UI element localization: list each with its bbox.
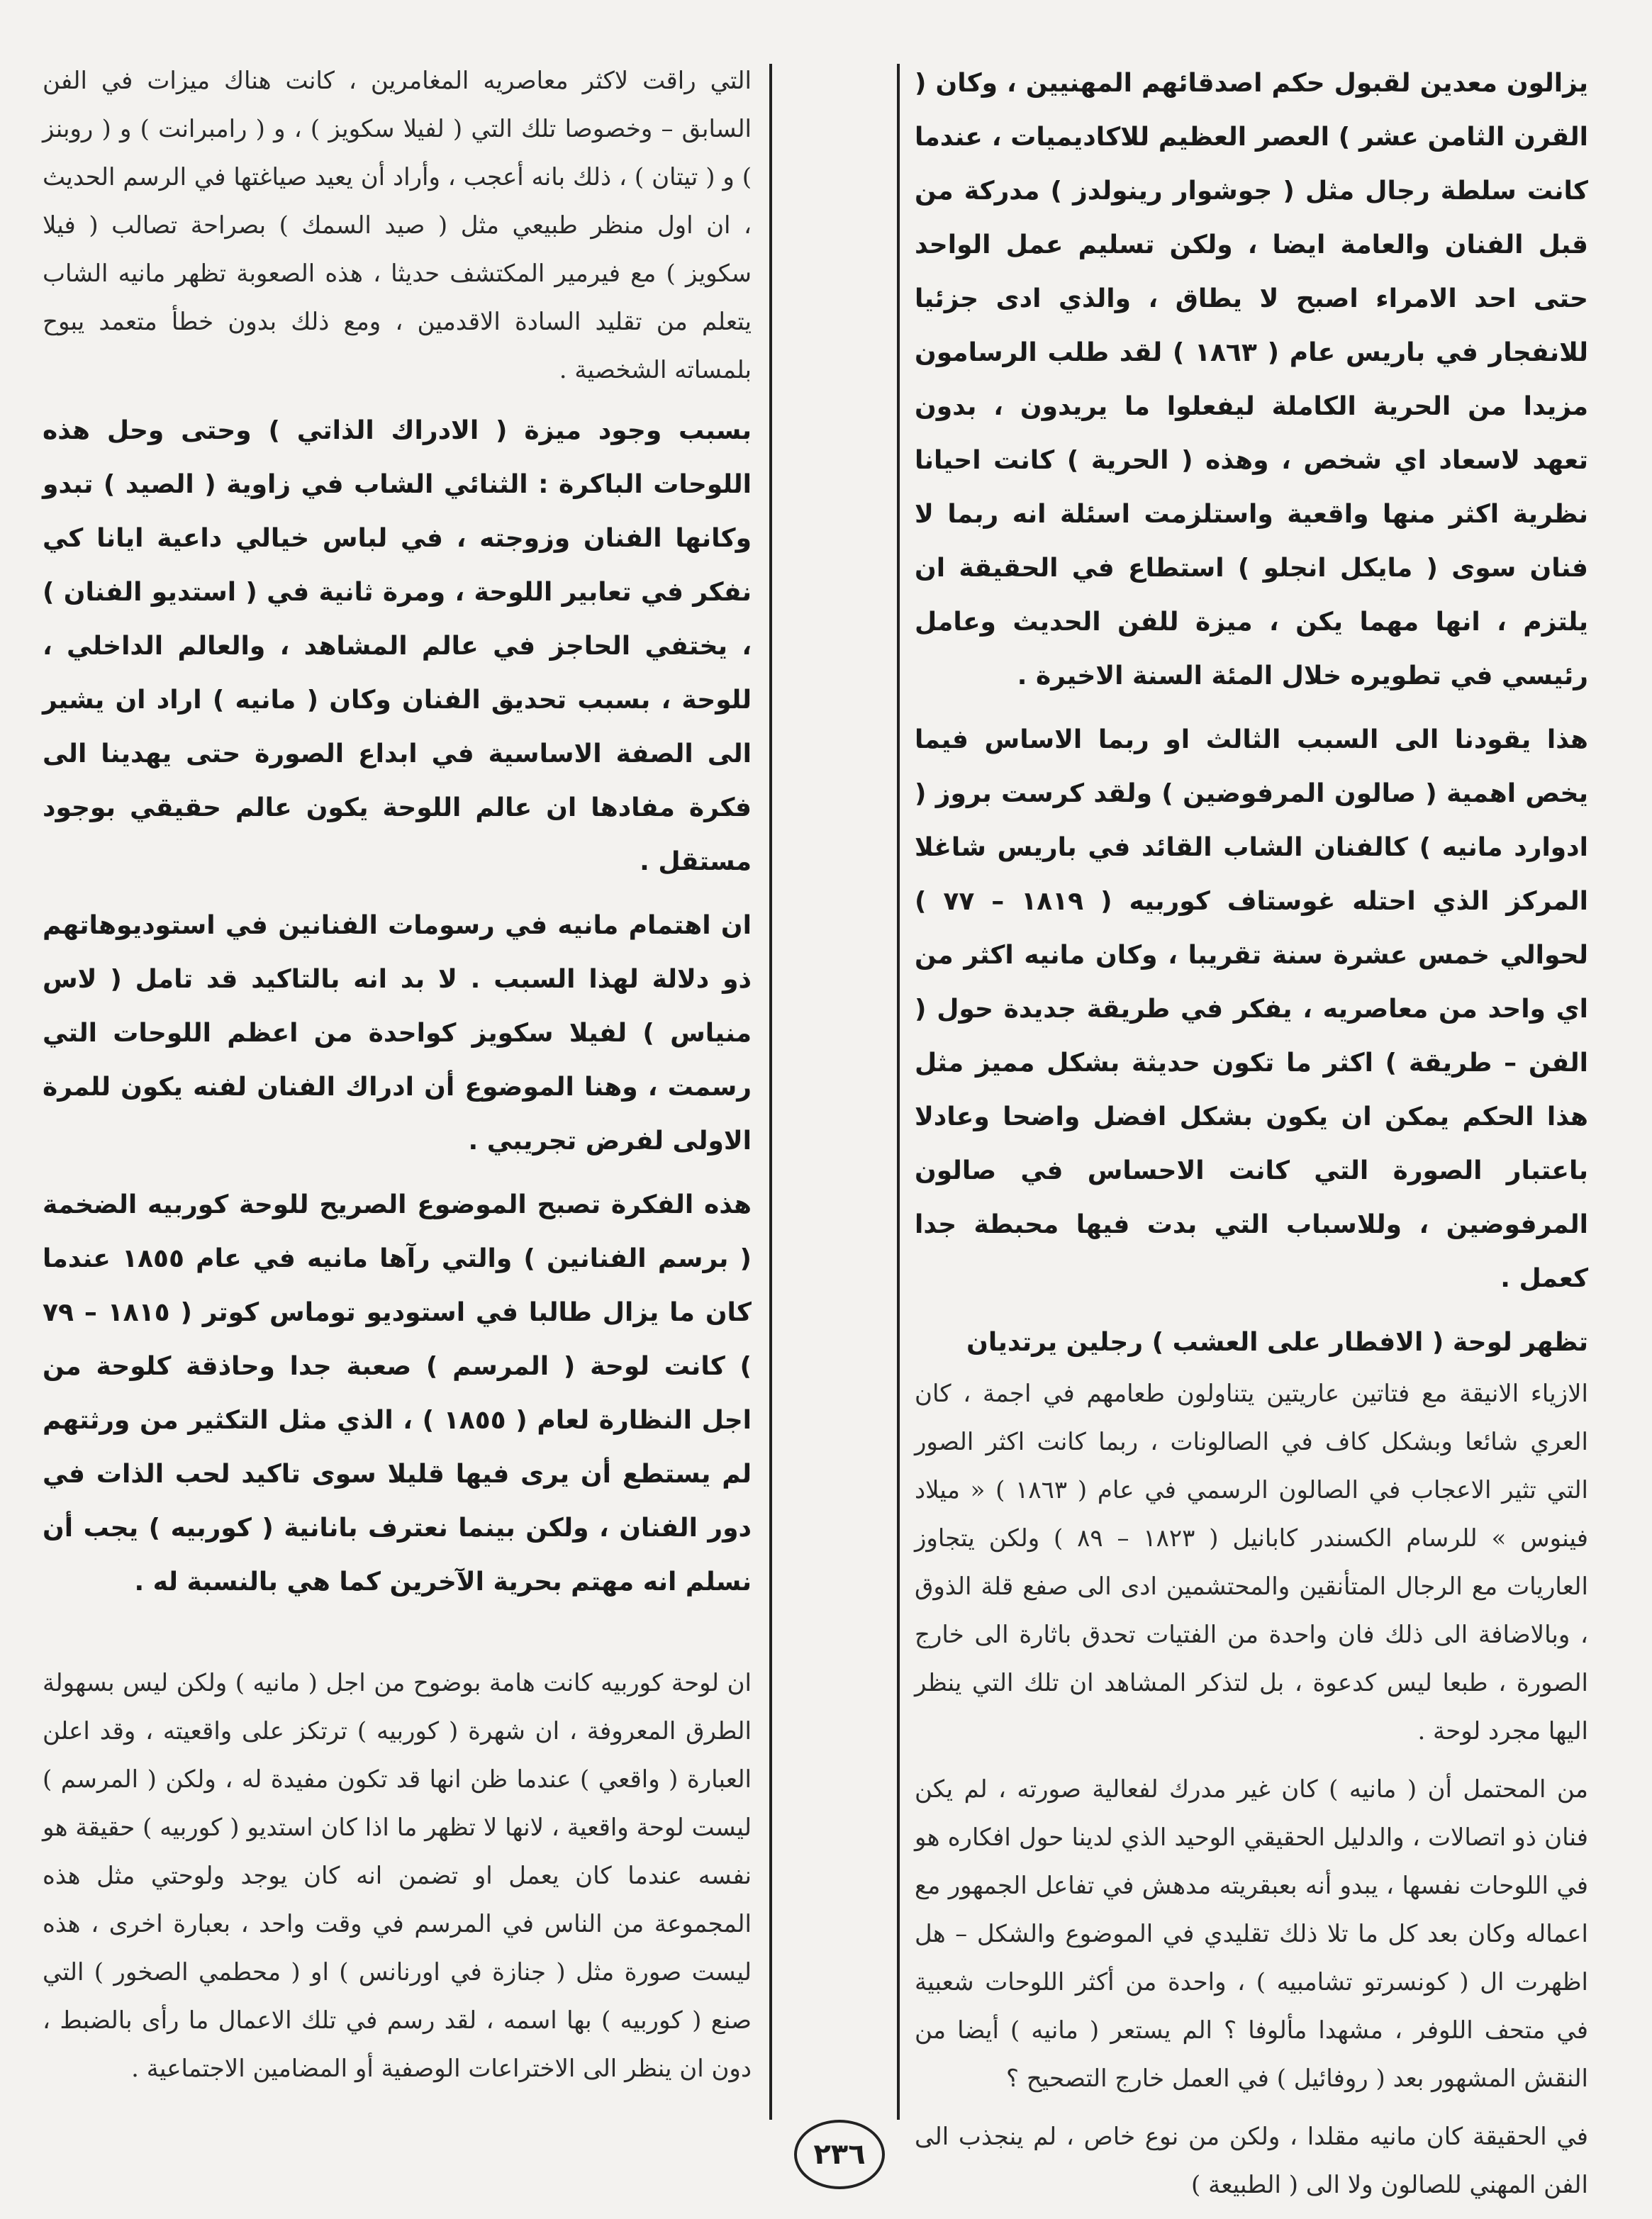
paragraph: هذه الفكرة تصبح الموضوع الصريح للوحة كوربيه الضخمة ( برسم الفنانين ) والتي رآها مانيه في عام ١٨٥٥ عندما كان ما يزال طالبا في استوديو توماس كوتر ( ١٨١٥ – ٧٩ ) كانت لوحة ( المرسم ) صعبة جدا وحاذقة كلوحة من اجل النظارة لعام ( ١٨٥٥ ) ، الذي مثل التكثير من ورثتهم لم يستطع أن يرى فيها قليلا سوى تاكيد لحب الذات في دور الفنان ، ولكن بينما نعترف بانانية ( كوربيه ) يجب أن نسلم انه مهتم بحرية الآخرين كما هي بالنسبة له . bbox=[43, 1190, 752, 1597]
column-divider bbox=[897, 64, 900, 2120]
right-column bbox=[915, 57, 1588, 2219]
paragraph: تظهر لوحة ( الافطار على العشب ) رجلين يرتديان bbox=[966, 1328, 1588, 1357]
paragraph: هذا يقودنا الى السبب الثالث او ربما الاساس فيما يخص اهمية ( صالون المرفوضين ) ولقد كرست بروز ( ادوارد مانيه ) كالفنان الشاب القائد في باريس شاغلا المركز الذي احتله غوستاف كوربيه ( ١٨١٩ – ٧٧ ) لحوالي خمس عشرة سنة تقريبا ، وكان مانيه اكثر من اي واحد من معاصريه ، يفكر في طريقة جديدة حول ( الفن – طريقة ) اكثر ما تكون حديثة بشكل مميز مثل هذا الحكم يمكن ان يكون بشكل افضل واضحا وعادلا باعتبار الصورة التي كانت الاحساس في صالون المرفوضين ، وللاسباب التي بدت فيها محبطة جدا كعمل . bbox=[915, 725, 1588, 1293]
paragraph: ان اهتمام مانيه في رسومات الفنانين في استوديوهاتهم ذو دلالة لهذا السبب . لا بد انه بالتاكيد قد تامل ( لاس منياس ) لفيلا سكويز كواحدة من اعظم اللوحات التي رسمت ، وهنا الموضوع أن ادراك الفنان لفنه يكون للمرة الاولى لفرض تجريبي . bbox=[43, 911, 752, 1156]
paragraph: التي راقت لاكثر معاصريه المغامرين ، كانت هناك ميزات في الفن السابق – وخصوصا تلك التي ( لفيلا سكويز ) ، و ( رامبرانت ) و ( روبنز ) و ( تيتان ) ، ذلك بانه أعجب ، وأراد أن يعيد صياغتها في الرسم الحديث ، ان اول منظر طبيعي مثل ( صيد السمك ) بصراحة تصالب ( فيلا سكويز ) مع فيرمير المكتشف حديثا ، هذه الصعوبة تظهر مانيه الشاب يتعلم من تقليد السادة الاقدمين ، ومع ذلك بدون خطأ متعمد يبوح بلمساته الشخصية . bbox=[43, 67, 752, 384]
paragraph: في الحقيقة كان مانيه مقلدا ، ولكن من نوع خاص ، لم ينجذب الى الفن المهني للصالون ولا الى ( الطبيعة ) bbox=[915, 2123, 1588, 2199]
paragraph: من المحتمل أن ( مانيه ) كان غير مدرك لفعالية صورته ، لم يكن فنان ذو اتصالات ، والدليل الحقيقي الوحيد الذي لدينا حول افكاره هو في اللوحات نفسها ، يبدو أنه بعبقريته مدهش في تفاعل الجمهور مع اعماله وكان بعد كل ما تلا ذلك تقليدي في الموضوع والشكل – هل اظهرت ال ( كونسرتو تشامبيه ) ، واحدة من أكثر اللوحات شعبية في متحف اللوفر ، مشهدا مألوفا ؟ الم يستعر ( مانيه ) أيضا من النقش المشهور بعد ( روفائيل ) في العمل خارج التصحيح ؟ bbox=[915, 1775, 1588, 2093]
paragraph: يزالون معدين لقبول حكم اصدقائهم المهنيين ، وكان ( القرن الثامن عشر ) العصر العظيم للاكاديميات ، عندما كانت سلطة رجال مثل ( جوشوار رينولدز ) مدركة من قبل الفنان والعامة ايضا ، ولكن تسليم عمل الواحد حتى احد الامراء اصبح لا يطاق ، والذي ادى جزئيا للانفجار في باريس عام ( ١٨٦٣ ) لقد طلب الرسامون مزيدا من الحرية الكاملة ليفعلوا ما يريدون ، بدون تعهد لاسعاد اي شخص ، وهذه ( الحرية ) كانت احيانا نظرية اكثر منها واقعية واستلزمت اسئلة انه ربما لا فنان سوى ( مايكل انجلو ) استطاع في الحقيقة ان يلتزم ، انها مهما يكن ، ميزة للفن الحديث وعامل رئيسي في تطويره خلال المئة السنة الاخيرة . bbox=[915, 69, 1588, 691]
paragraph: ان لوحة كوربيه كانت هامة بوضوح من اجل ( مانيه ) ولكن ليس بسهولة الطرق المعروفة ، ان شهرة ( كوربيه ) ترتكز على واقعيته ، وقد اعلن العبارة ( واقعي ) عندما ظن انها قد تكون مفيدة له ، ولكن ( المرسم ) ليست لوحة واقعية ، لانها لا تظهر ما اذا كان استديو ( كوربيه ) حقيقة هو نفسه عندما كان يعمل او تضمن انه كان يوجد ولوحتي مثل هذه المجموعة من الناس في المرسم في وقت واحد ، بعبارة اخرى ، هذه ليست صورة مثل ( جنازة في اورنانس ) او ( محطمي الصخور ) التي صنع ( كوربيه ) بها اسمه ، لقد رسم في تلك الاعمال ما رأى بالضبط ، دون ان ينظر الى الاختراعات الوصفية أو المضامين الاجتماعية . bbox=[43, 1669, 752, 2083]
spacer bbox=[43, 1619, 752, 1659]
paragraph: الازياء الانيقة مع فتاتين عاريتين يتناولون طعامهم في اجمة ، كان العري شائعا وبشكل كاف في الصالونات ، ربما كانت اكثر الصور التي تثير الاعجاب في الصالون الرسمي في عام ( ١٨٦٣ ) « ميلاد فينوس » للرسام الكسندر كابانيل ( ١٨٢٣ – ٨٩ ) ولكن يتجاوز العاريات مع الرجال المتأنقين والمحتشمين ادى الى صفع قلة الذوق ، وبالاضافة الى ذلك فان واحدة من الفتيات تحدق باثارة الى خارج الصورة ، طبعا ليس كدعوة ، بل لتذكر المشاهد ان تلك التي ينظر اليها مجرد لوحة . bbox=[915, 1380, 1589, 1745]
page-number: ٢٣٦ bbox=[794, 2120, 885, 2189]
left-column bbox=[43, 57, 752, 2103]
column-divider bbox=[769, 64, 772, 2120]
paragraph: بسبب وجود ميزة ( الادراك الذاتي ) وحتى وحل هذه اللوحات الباكرة : الثنائي الشاب في زاوية ( الصيد ) تبدو وكانها الفنان وزوجته ، في لباس خيالي داعية ايانا كي نفكر في تعابير اللوحة ، ومرة ثانية في ( استديو الفنان ) ، يختفي الحاجز في عالم المشاهد ، والعالم الداخلي ، للوحة ، بسبب تحديق الفنان وكان ( مانيه ) اراد ان يشير الى الصفة الاساسية في ابداع الصورة حتى يهدينا الى فكرة مفادها ان عالم اللوحة يكون عالم حقيقي بوجود مستقل . bbox=[43, 416, 752, 876]
